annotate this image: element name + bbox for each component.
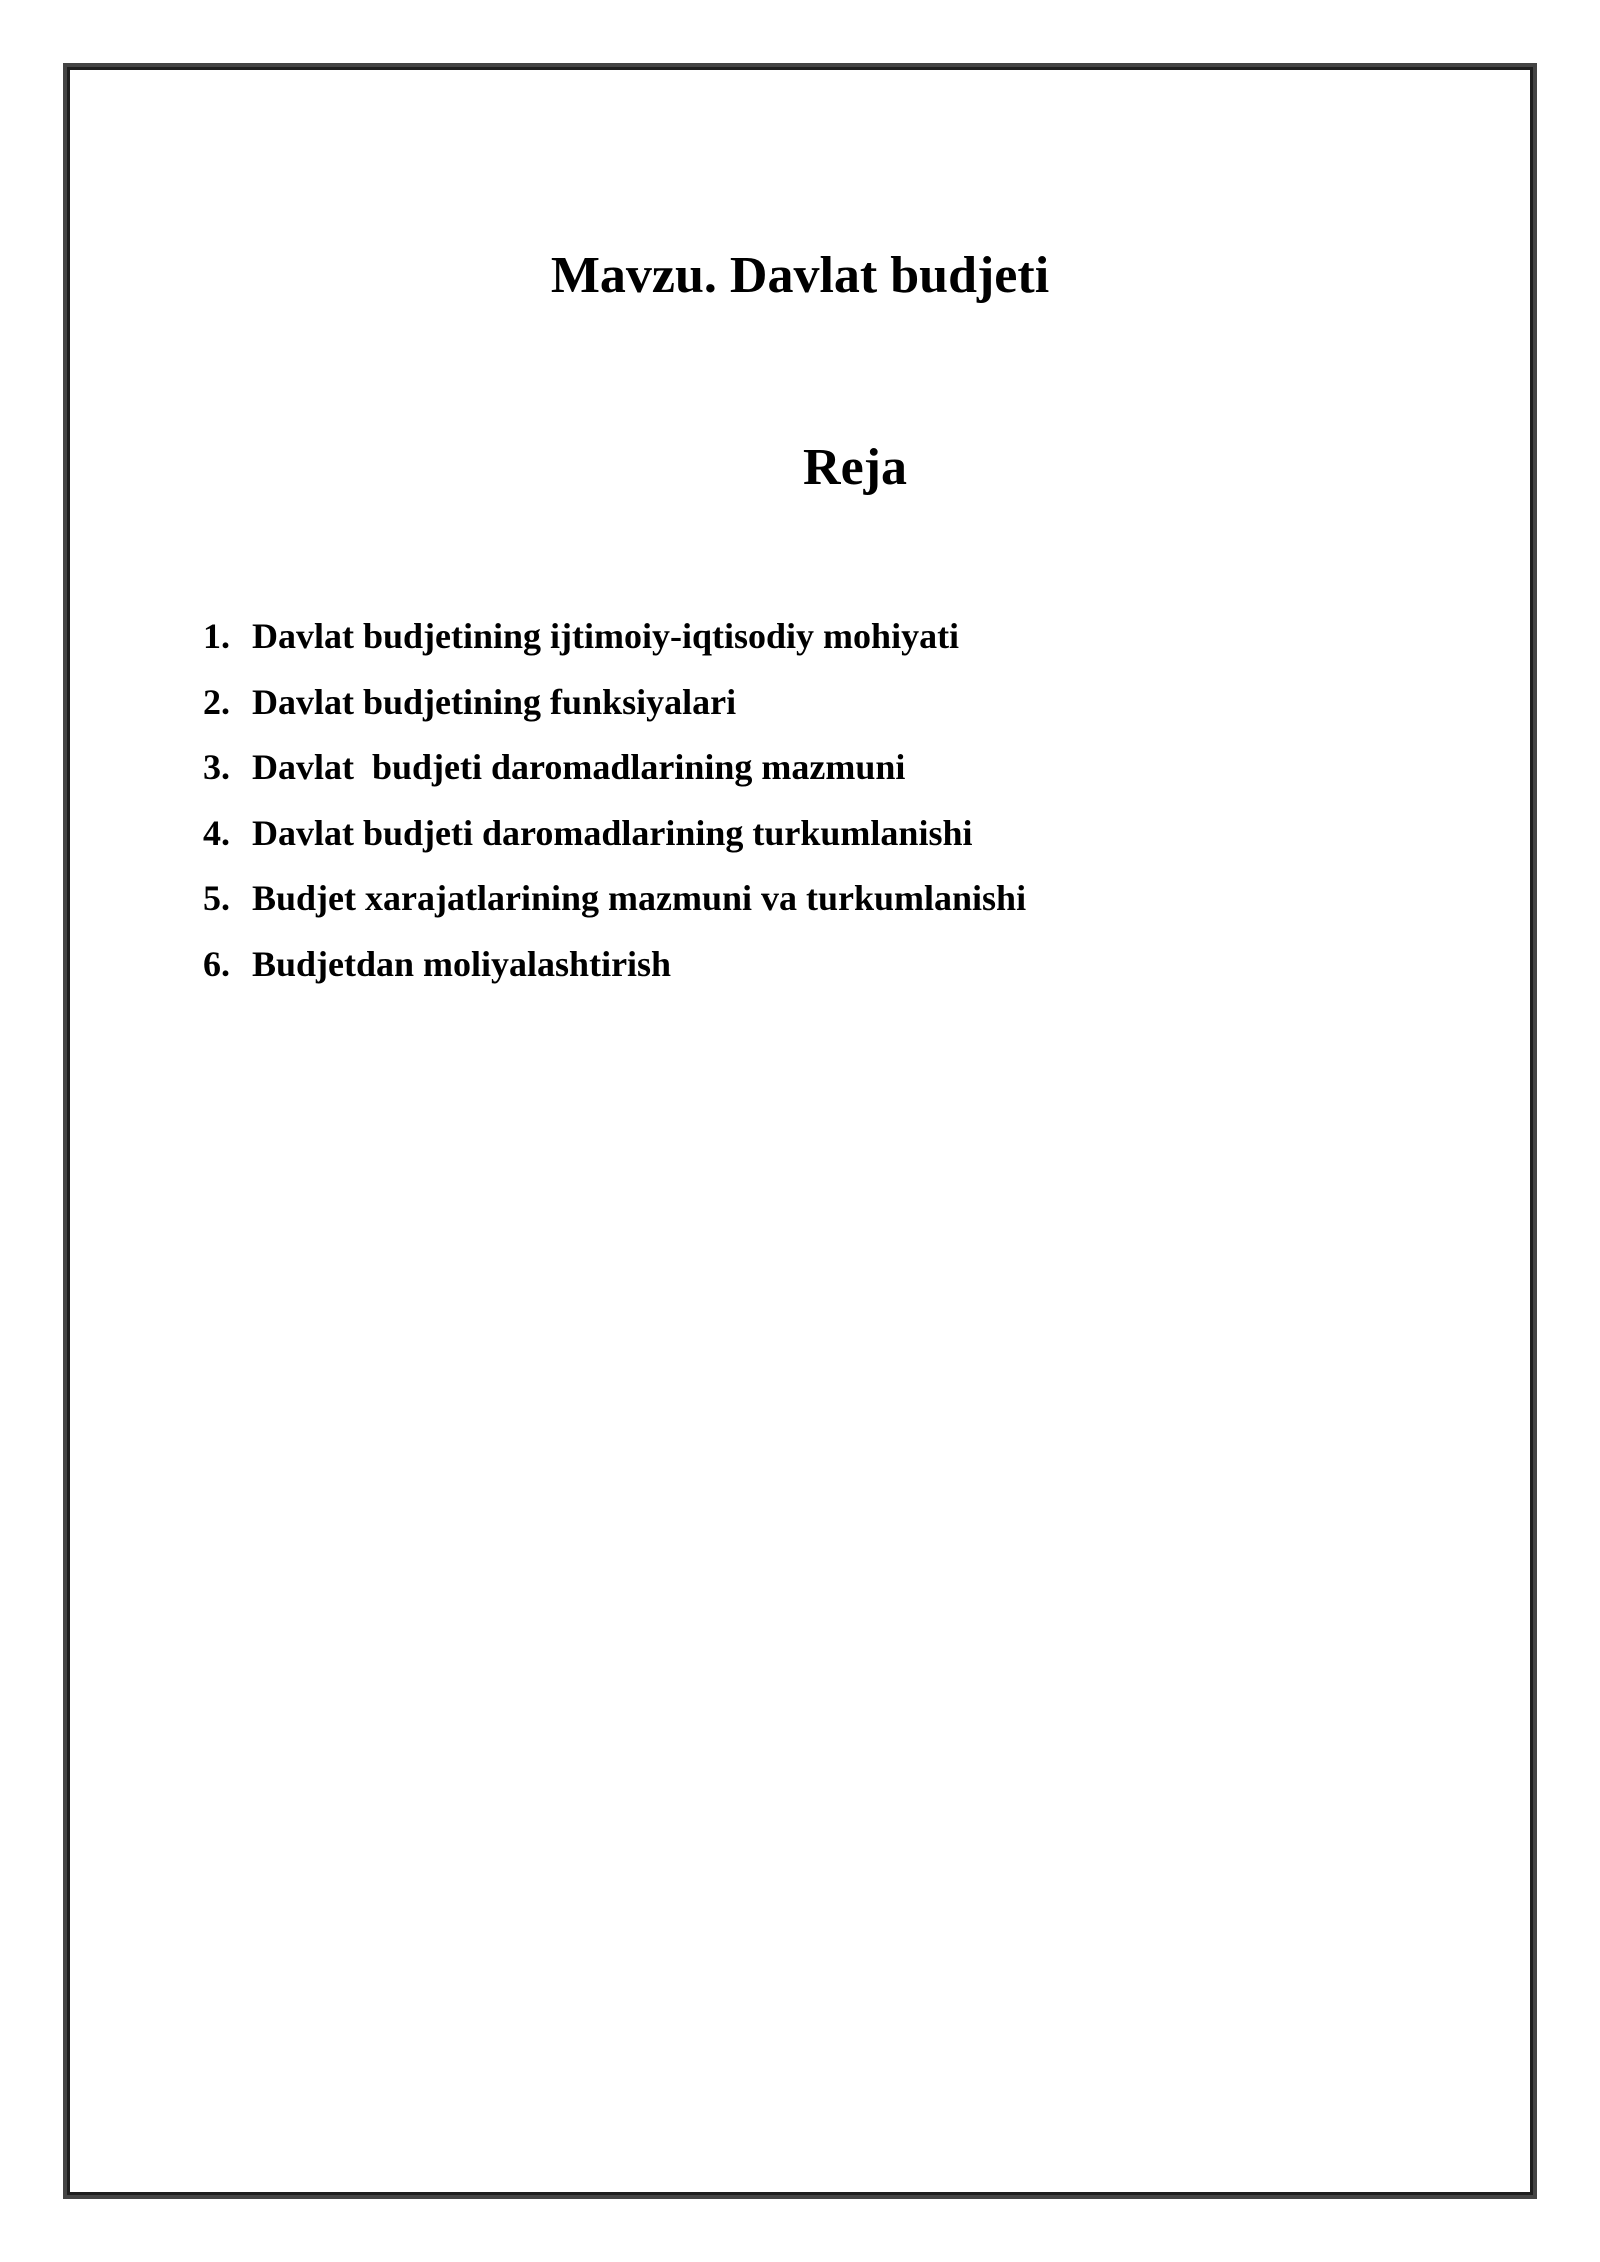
plan-item (203, 615, 1026, 681)
plan-item-number: 4. (203, 812, 230, 853)
plan-list (203, 615, 1026, 1008)
page-frame (63, 63, 1537, 2199)
plan-item-text: Budjet xarajatlarining mazmuni va turkumlanishi (252, 878, 1027, 918)
plan-item-number: 6. (203, 943, 230, 984)
plan-item-text: Davlat budjeti daromadlarining mazmuni (252, 747, 906, 787)
plan-item-number: 5. (203, 878, 230, 918)
plan-item-text: Davlat budjetining ijtimoiy-iqtisodiy mohiyati (252, 616, 960, 656)
plan-item-text: Davlat budjeti daromadlarining turkumlanishi (252, 812, 973, 853)
plan-item (203, 812, 1026, 878)
plan-item (203, 681, 1026, 747)
document-title: Mavzu. Davlat budjeti (550, 247, 1050, 304)
plan-item (203, 943, 1026, 1009)
plan-item-text: Budjetdan moliyalashtirish (252, 943, 672, 984)
plan-item-text: Davlat budjetining funksiyalari (252, 681, 737, 722)
plan-item (203, 746, 1026, 812)
plan-item (203, 877, 1026, 943)
plan-item-number: 1. (203, 616, 230, 656)
plan-item-number: 3. (203, 747, 230, 787)
plan-item-number: 2. (203, 681, 230, 722)
plan-heading: Reja (803, 439, 907, 496)
